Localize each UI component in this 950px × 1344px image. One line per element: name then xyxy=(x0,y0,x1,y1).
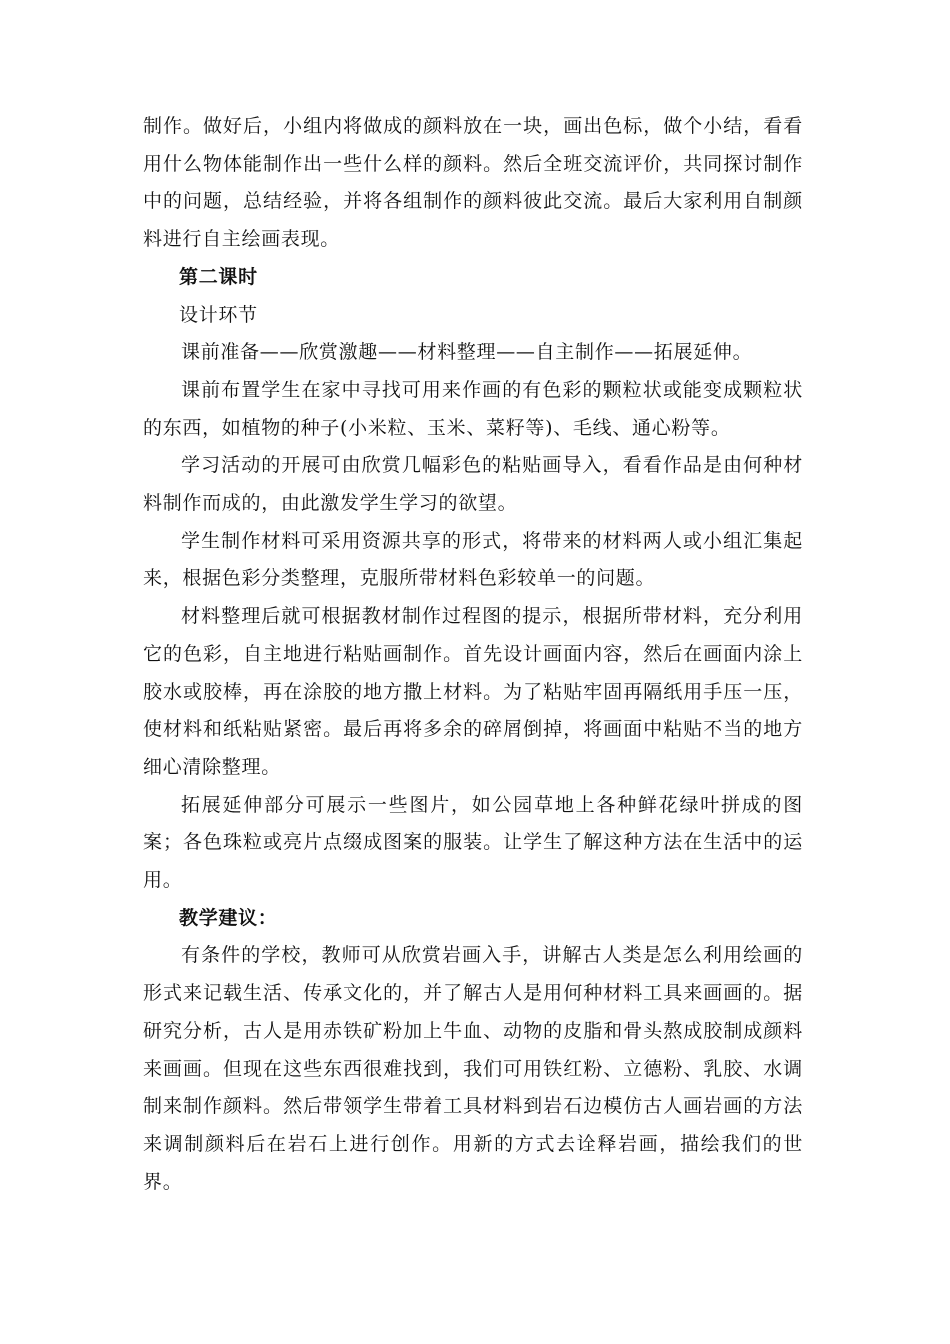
paragraph-continuation: 制作。做好后，小组内将做成的颜料放在一块，画出色标，做个小结，看看用什么物体能制作出一些什么样的颜料。然后全班交流评价，共同探讨制作中的问题，总结经验，并将各组制作的颜料彼此交流。最后大家利用自制颜料进行自主绘画表现。 xyxy=(143,115,803,251)
paragraph-rock-painting: 有条件的学校，教师可从欣赏岩画入手，讲解古人类是怎么利用绘画的形式来记载生活、传承文化的，并了解古人是用何种材料工具来画画的。据研究分析，古人是用赤铁矿粉加上牛血、动物的皮脂和骨头熬成胶制成颜料来画画。但现在这些东西很难找到，我们可用铁红粉、立德粉、乳胶、水调制来制作颜料。然后带领学生带着工具材料到岩石边模仿古人画岩画的方法来调制颜料后在岩石上进行创作。用新的方式去诠释岩画，描绘我们的世界。 xyxy=(143,944,803,1193)
paragraph-steps-flow: 课前准备——欣赏激趣——材料整理——自主制作——拓展延伸。 xyxy=(181,341,753,364)
subheading-design-steps: 设计环节 xyxy=(179,303,258,326)
document-body xyxy=(143,108,803,1201)
paragraph-appreciation: 学习活动的开展可由欣赏几幅彩色的粘贴画导入，看看作品是由何种材料制作而成的，由此激发学生学习的欲望。 xyxy=(143,454,803,515)
paragraph-material-sharing: 学生制作材料可采用资源共享的形式，将带来的材料两人或小组汇集起来，根据色彩分类整理，克服所带材料色彩较单一的问题。 xyxy=(143,529,803,590)
paragraph-extension: 拓展延伸部分可展示一些图片，如公园草地上各种鲜花绿叶拼成的图案；各色珠粒或亮片点缀成图案的服装。让学生了解这种方法在生活中的运用。 xyxy=(143,793,803,892)
heading-second-lesson: 第二课时 xyxy=(179,265,258,288)
heading-teaching-suggestions: 教学建议： xyxy=(179,906,278,929)
paragraph-making-process: 材料整理后就可根据教材制作过程图的提示，根据所带材料，充分利用它的色彩，自主地进行粘贴画制作。首先设计画面内容，然后在画面内涂上胶水或胶棒，再在涂胶的地方撒上材料。为了粘贴牢固再隔纸用手压一压，使材料和纸粘贴紧密。最后再将多余的碎屑倒掉，将画面中粘贴不当的地方细心清除整理。 xyxy=(143,605,803,778)
paragraph-preparation: 课前布置学生在家中寻找可用来作画的有色彩的颗粒状或能变成颗粒状的东西，如植物的种子(小米粒、玉米、菜籽等)、毛线、通心粉等。 xyxy=(143,378,803,439)
